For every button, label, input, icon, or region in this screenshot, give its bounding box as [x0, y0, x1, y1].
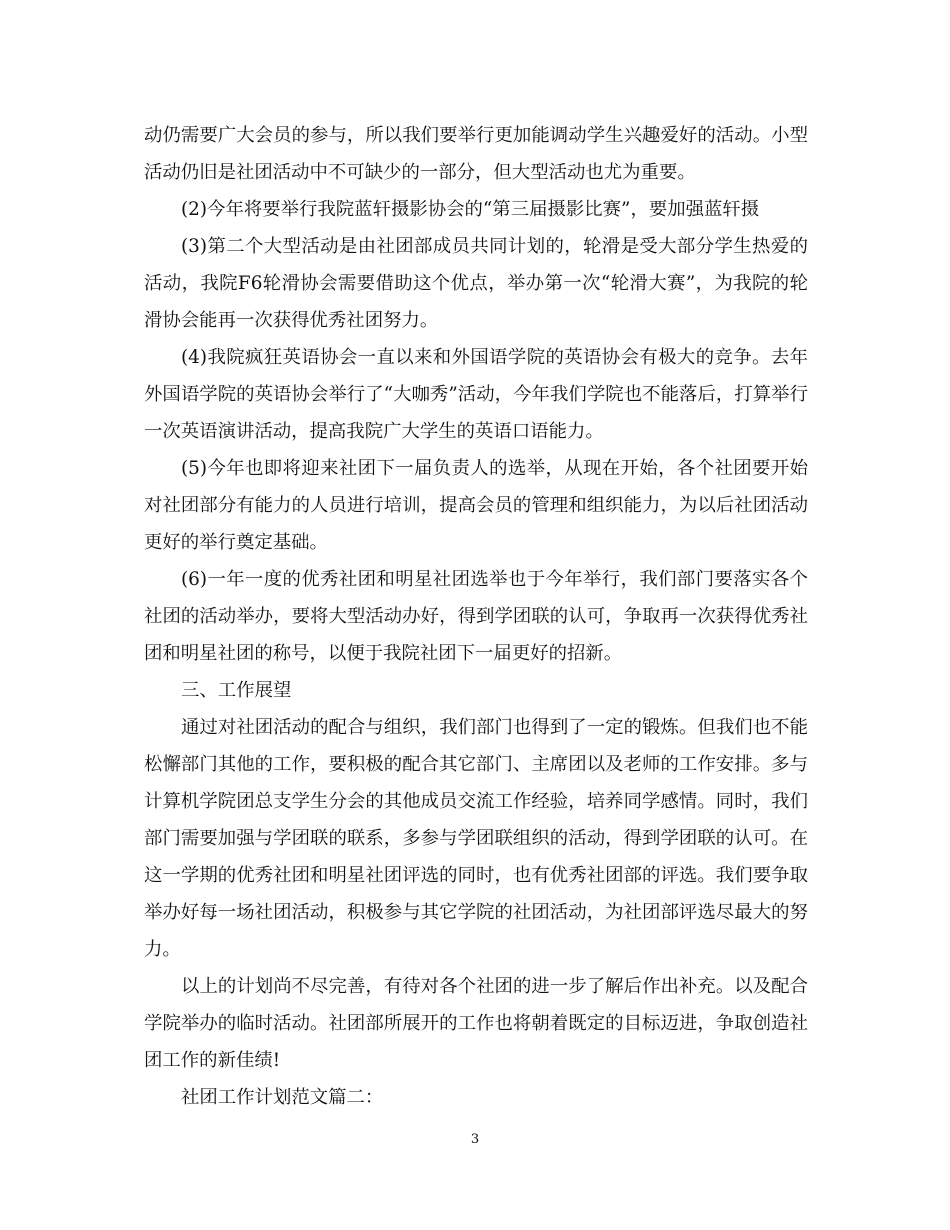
- section-heading-outlook: 三、工作展望: [181, 680, 292, 701]
- paragraph-3: (3)第二个大型活动是由社团部成员共同计划的，轮滑是受大部分学生热爱的活动，我院F6轮滑协会需要借助这个优点，举办第一次“轮滑大赛”，为我院的轮滑协会能再一次获得优秀社团努力。: [144, 236, 808, 331]
- body-text: [144, 117, 808, 1116]
- paragraph-4: (4)我院疯狂英语协会一直以来和外国语学院的英语协会有极大的竞争。去年外国语学院的英语协会举行了“大咖秀”活动，今年我们学院也不能落后，打算举行一次英语演讲活动，提高我院广大学生的英语口语能力。: [144, 347, 808, 442]
- paragraph-2: (2)今年将要举行我院蓝轩摄影协会的“第三届摄影比赛”，要加强蓝轩摄: [181, 199, 760, 220]
- paragraph-1: 动仍需要广大会员的参与，所以我们要举行更加能调动学生兴趣爱好的活动。小型活动仍旧是社团活动中不可缺少的一部分，但大型活动也尤为重要。: [144, 125, 808, 183]
- section-heading-sample-two: 社团工作计划范文篇二：: [181, 1087, 384, 1108]
- paragraph-5: (5)今年也即将迎来社团下一届负责人的选举，从现在开始，各个社团要开始对社团部分有能力的人员进行培训，提高会员的管理和组织能力，为以后社团活动更好的举行奠定基础。: [144, 458, 808, 553]
- page-number: 3: [470, 1132, 480, 1147]
- paragraph-7: 通过对社团活动的配合与组织，我们部门也得到了一定的锻炼。但我们也不能松懈部门其他的工作，要积极的配合其它部门、主席团以及老师的工作安排。多与计算机学院团总支学生分会的其他成员交流工作经验，培养同学感情。同时，我们部门需要加强与学团联的联系，多参与学团联组织的活动，得到学团联的认可。在这一学期的优秀社团和明星社团评选的同时，也有优秀社团部的评选。我们要争取举办好每一场社团活动，积极参与其它学院的社团活动，为社团部评选尽最大的努力。: [144, 717, 808, 960]
- paragraph-6: (6)一年一度的优秀社团和明星社团选举也于今年举行，我们部门要落实各个社团的活动举办，要将大型活动办好，得到学团联的认可，争取再一次获得优秀社团和明星社团的称号，以便于我院社团下一届更好的招新。: [144, 569, 808, 664]
- paragraph-8: 以上的计划尚不尽完善，有待对各个社团的进一步了解后作出补充。以及配合学院举办的临时活动。社团部所展开的工作也将朝着既定的目标迈进，争取创造社团工作的新佳绩!: [144, 976, 808, 1071]
